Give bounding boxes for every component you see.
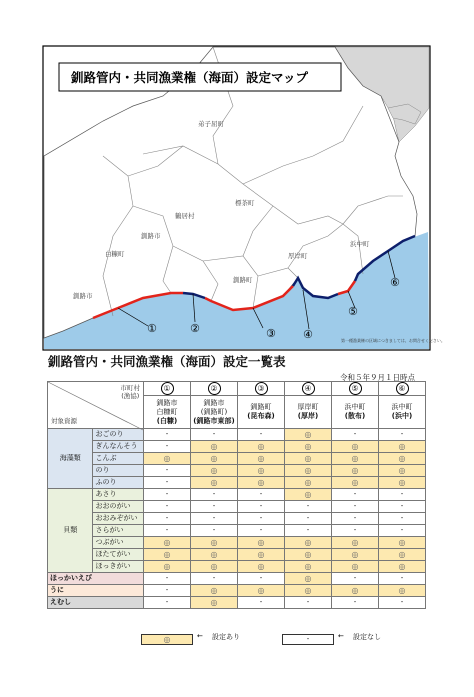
segment-label-2: ② xyxy=(190,322,200,335)
cell-1 xyxy=(144,537,191,549)
unset-mark: - xyxy=(212,430,216,438)
unset-mark: - xyxy=(306,598,310,606)
column-header-3 xyxy=(238,396,285,429)
column-number-3 xyxy=(238,382,285,396)
set-mark: ◎ xyxy=(210,441,218,451)
cell-4 xyxy=(285,477,332,489)
cell-5 xyxy=(332,561,379,573)
cell-3 xyxy=(238,501,285,513)
cell-6 xyxy=(379,477,426,489)
column-header-4 xyxy=(285,396,332,429)
cell-5 xyxy=(332,477,379,489)
label-teshikaga: 弟子屈町 xyxy=(198,120,224,128)
unset-mark: - xyxy=(353,430,357,438)
label-kushiro-town: 釧路町 xyxy=(233,276,253,284)
cell-5 xyxy=(332,453,379,465)
cell-6 xyxy=(379,501,426,513)
unset-mark: - xyxy=(400,526,404,534)
table-row xyxy=(48,501,426,513)
species-name: あさり xyxy=(93,489,144,501)
set-mark: ◎ xyxy=(351,477,359,487)
species-name: こんぶ xyxy=(93,453,144,465)
label-kushiro-city: 釧路市 xyxy=(73,292,93,300)
unset-mark: - xyxy=(353,598,357,606)
set-mark: ◎ xyxy=(304,477,312,487)
species-name: つぶがい xyxy=(93,537,144,549)
cell-1 xyxy=(144,489,191,501)
cell-6 xyxy=(379,465,426,477)
table-row xyxy=(48,597,426,609)
cell-2 xyxy=(191,513,238,525)
set-mark: ◎ xyxy=(304,489,312,499)
unset-mark: - xyxy=(353,502,357,510)
unset-mark: - xyxy=(306,514,310,522)
unset-mark: - xyxy=(212,514,216,522)
column-number-badge: ③ xyxy=(255,382,268,395)
segment-label-1: ① xyxy=(147,322,157,335)
set-mark: ◎ xyxy=(257,549,265,559)
set-mark: ◎ xyxy=(398,453,406,463)
unset-mark: - xyxy=(400,574,404,582)
table-row xyxy=(48,573,426,585)
table-row xyxy=(48,561,426,573)
set-mark: ◎ xyxy=(210,549,218,559)
column-header-line1: 浜中町 xyxy=(344,403,366,411)
species-name: ふのり xyxy=(93,477,144,489)
unset-mark: - xyxy=(400,430,404,438)
cell-2 xyxy=(191,561,238,573)
cell-4 xyxy=(285,537,332,549)
fishing-rights-map xyxy=(43,46,445,350)
cell-5 xyxy=(332,513,379,525)
cell-3 xyxy=(238,573,285,585)
table-row xyxy=(48,525,426,537)
table-row xyxy=(48,477,426,489)
table-row xyxy=(48,429,426,441)
cell-2 xyxy=(191,585,238,597)
set-mark: ◎ xyxy=(351,561,359,571)
set-mark: ◎ xyxy=(304,585,312,595)
species-name: のり xyxy=(93,465,144,477)
set-mark: ◎ xyxy=(257,441,265,451)
unset-mark: - xyxy=(165,490,169,498)
column-header-line2: 白糠町 xyxy=(156,407,178,416)
unset-mark: - xyxy=(165,430,169,438)
cell-2 xyxy=(191,597,238,609)
unset-mark: - xyxy=(259,598,263,606)
label-kushiro-city-north: 釧路市 xyxy=(141,232,161,240)
unset-mark: - xyxy=(400,502,404,510)
unset-mark: - xyxy=(353,490,357,498)
table-title: 釧路管内・共同漁業権（海面）設定一覧表 xyxy=(48,354,286,369)
column-number-badge: ⑤ xyxy=(349,382,362,395)
set-mark: ◎ xyxy=(398,441,406,451)
cell-5 xyxy=(332,537,379,549)
cell-3 xyxy=(238,429,285,441)
cell-6 xyxy=(379,549,426,561)
set-mark: ◎ xyxy=(351,465,359,475)
column-header-line3: (散布) xyxy=(344,412,366,420)
set-mark: ◎ xyxy=(398,537,406,547)
cell-5 xyxy=(332,597,379,609)
set-mark: ◎ xyxy=(257,537,265,547)
column-header-1 xyxy=(144,396,191,429)
cell-5 xyxy=(332,525,379,537)
species-name: ほたてがい xyxy=(93,549,144,561)
header-number-row xyxy=(48,382,426,396)
cell-6 xyxy=(379,573,426,585)
column-number-1 xyxy=(144,382,191,396)
category-1: 貝類 xyxy=(48,489,93,573)
cell-1 xyxy=(144,453,191,465)
segment-label-3: ③ xyxy=(266,327,276,340)
legend-on-symbol: ◎ xyxy=(163,635,171,644)
unset-mark: - xyxy=(165,526,169,534)
set-mark: ◎ xyxy=(210,477,218,487)
set-mark: ◎ xyxy=(398,585,406,595)
cell-1 xyxy=(144,561,191,573)
cell-5 xyxy=(332,465,379,477)
unset-mark: - xyxy=(212,502,216,510)
column-header-line3: (白糠) xyxy=(156,416,178,425)
cell-3 xyxy=(238,513,285,525)
cell-4 xyxy=(285,441,332,453)
cell-3 xyxy=(238,465,285,477)
cell-5 xyxy=(332,429,379,441)
table-row xyxy=(48,537,426,549)
cell-4 xyxy=(285,573,332,585)
cell-3 xyxy=(238,585,285,597)
legend-on-label: 設定あり xyxy=(212,633,240,641)
column-number-2 xyxy=(191,382,238,396)
set-mark: ◎ xyxy=(257,585,265,595)
set-mark: ◎ xyxy=(210,465,218,475)
column-number-5 xyxy=(332,382,379,396)
unset-mark: - xyxy=(165,442,169,450)
table-row xyxy=(48,489,426,501)
set-mark: ◎ xyxy=(398,561,406,571)
set-mark: ◎ xyxy=(163,561,171,571)
cell-4 xyxy=(285,489,332,501)
unset-mark: - xyxy=(259,574,263,582)
cell-1 xyxy=(144,465,191,477)
cell-1 xyxy=(144,429,191,441)
cell-4 xyxy=(285,465,332,477)
set-mark: ◎ xyxy=(257,477,265,487)
unset-mark: - xyxy=(353,526,357,534)
set-mark: ◎ xyxy=(257,453,265,463)
cell-2 xyxy=(191,537,238,549)
set-mark: ◎ xyxy=(398,477,406,487)
cell-6 xyxy=(379,585,426,597)
column-header-line1: 浜中町 xyxy=(391,403,413,411)
cell-6 xyxy=(379,537,426,549)
corner-resource-label: 対象資源 xyxy=(51,417,77,425)
species-name: おおみぞがい xyxy=(93,513,144,525)
unset-mark: - xyxy=(259,502,263,510)
species-name: おごのり xyxy=(93,429,144,441)
set-mark: ◎ xyxy=(163,537,171,547)
column-header-line1: 釧路町 xyxy=(250,403,272,411)
cell-5 xyxy=(332,573,379,585)
set-mark: ◎ xyxy=(351,585,359,595)
set-mark: ◎ xyxy=(210,537,218,547)
set-mark: ◎ xyxy=(304,573,312,583)
cell-3 xyxy=(238,597,285,609)
set-mark: ◎ xyxy=(398,549,406,559)
legend-off-label: 設定なし xyxy=(353,633,381,641)
cell-3 xyxy=(238,525,285,537)
cell-4 xyxy=(285,429,332,441)
header-corner xyxy=(48,382,144,429)
unset-mark: - xyxy=(400,490,404,498)
unset-mark: - xyxy=(165,586,169,594)
cell-2 xyxy=(191,501,238,513)
cell-3 xyxy=(238,453,285,465)
cell-5 xyxy=(332,489,379,501)
cell-4 xyxy=(285,525,332,537)
legend-on-box xyxy=(141,634,193,645)
cell-6 xyxy=(379,441,426,453)
cell-4 xyxy=(285,585,332,597)
column-header-line1: 釧路市 xyxy=(156,398,178,407)
cell-3 xyxy=(238,537,285,549)
cell-4 xyxy=(285,561,332,573)
legend-on-arrow: ← xyxy=(197,632,203,640)
unset-mark: - xyxy=(306,526,310,534)
set-mark: ◎ xyxy=(304,453,312,463)
cell-3 xyxy=(238,477,285,489)
set-mark: ◎ xyxy=(304,561,312,571)
legend-off-box xyxy=(282,634,334,645)
table-row xyxy=(48,465,426,477)
cell-1 xyxy=(144,441,191,453)
column-header-line3: (釧路市東部) xyxy=(193,416,235,425)
column-header-5 xyxy=(332,396,379,429)
label-hamanaka: 浜中町 xyxy=(350,240,370,248)
label-shibecha: 標茶町 xyxy=(235,199,255,207)
cell-1 xyxy=(144,525,191,537)
set-mark: ◎ xyxy=(304,441,312,451)
set-mark: ◎ xyxy=(351,441,359,451)
set-mark: ◎ xyxy=(163,549,171,559)
column-number-badge: ② xyxy=(208,382,221,395)
column-number-badge: ④ xyxy=(302,382,315,395)
column-header-line1: 釧路市 xyxy=(203,398,225,407)
corner-top-line1: 市町村 xyxy=(120,384,140,392)
table-row xyxy=(48,453,426,465)
cell-1 xyxy=(144,501,191,513)
map-title: 釧路管内・共同漁業権（海面）設定マップ xyxy=(71,70,309,85)
label-akkeshi: 厚岸町 xyxy=(288,252,308,260)
unset-mark: - xyxy=(259,490,263,498)
cell-2 xyxy=(191,549,238,561)
unset-mark: - xyxy=(165,574,169,582)
cell-2 xyxy=(191,429,238,441)
segment-label-6: ⑥ xyxy=(390,276,400,289)
cell-1 xyxy=(144,549,191,561)
species-name: さらがい xyxy=(93,525,144,537)
column-header-line3: (浜中) xyxy=(391,412,413,420)
unset-mark: - xyxy=(212,526,216,534)
label-shiranuka: 白糠町 xyxy=(105,250,125,258)
cell-3 xyxy=(238,549,285,561)
cell-5 xyxy=(332,585,379,597)
unset-mark: - xyxy=(165,466,169,474)
cell-2 xyxy=(191,453,238,465)
category-2: ほっかいえび xyxy=(48,573,144,585)
cell-3 xyxy=(238,489,285,501)
unset-mark: - xyxy=(400,598,404,606)
column-number-4 xyxy=(285,382,332,396)
unset-mark: - xyxy=(353,574,357,582)
cell-6 xyxy=(379,453,426,465)
cell-5 xyxy=(332,501,379,513)
cell-1 xyxy=(144,585,191,597)
set-mark: ◎ xyxy=(351,453,359,463)
label-tsurui: 鶴居村 xyxy=(175,212,195,220)
set-mark: ◎ xyxy=(257,465,265,475)
set-mark: ◎ xyxy=(304,429,312,439)
unset-mark: - xyxy=(212,490,216,498)
corner-top-line2: (漁協) xyxy=(121,392,140,400)
cell-2 xyxy=(191,441,238,453)
table-row xyxy=(48,513,426,525)
cell-2 xyxy=(191,525,238,537)
unset-mark: - xyxy=(400,514,404,522)
column-number-6 xyxy=(379,382,426,396)
cell-4 xyxy=(285,513,332,525)
cell-2 xyxy=(191,573,238,585)
set-mark: ◎ xyxy=(398,465,406,475)
cell-4 xyxy=(285,597,332,609)
cell-3 xyxy=(238,561,285,573)
unset-mark: - xyxy=(353,514,357,522)
unset-mark: - xyxy=(306,502,310,510)
category-4: えむし xyxy=(48,597,144,609)
set-mark: ◎ xyxy=(257,561,265,571)
corner-municipality-label xyxy=(121,384,141,400)
unset-mark: - xyxy=(165,478,169,486)
cell-6 xyxy=(379,513,426,525)
cell-2 xyxy=(191,477,238,489)
column-number-badge: ⑥ xyxy=(396,382,409,395)
table-row xyxy=(48,549,426,561)
cell-1 xyxy=(144,597,191,609)
set-mark: ◎ xyxy=(304,537,312,547)
unset-mark: - xyxy=(259,430,263,438)
category-0: 海藻類 xyxy=(48,429,93,489)
set-mark: ◎ xyxy=(304,549,312,559)
legend-off-symbol: - xyxy=(306,635,310,643)
unset-mark: - xyxy=(165,514,169,522)
column-header-2 xyxy=(191,396,238,429)
set-mark: ◎ xyxy=(351,537,359,547)
cell-2 xyxy=(191,489,238,501)
column-header-line3: (昆布森) xyxy=(247,412,275,420)
cell-4 xyxy=(285,501,332,513)
segment-label-4: ④ xyxy=(303,328,313,341)
cell-1 xyxy=(144,513,191,525)
column-header-line3: (厚岸) xyxy=(297,412,319,420)
unset-mark: - xyxy=(259,514,263,522)
column-header-6 xyxy=(379,396,426,429)
set-mark: ◎ xyxy=(304,465,312,475)
cell-4 xyxy=(285,549,332,561)
cell-6 xyxy=(379,561,426,573)
table-date: 令和５年９月１日時点 xyxy=(340,373,415,382)
species-name: ほっきがい xyxy=(93,561,144,573)
cell-5 xyxy=(332,441,379,453)
column-number-badge: ① xyxy=(161,382,174,395)
category-3: うに xyxy=(48,585,144,597)
column-header-line2: (釧路町) xyxy=(200,407,228,416)
unset-mark: - xyxy=(212,574,216,582)
unset-mark: - xyxy=(259,526,263,534)
unset-mark: - xyxy=(165,598,169,606)
cell-6 xyxy=(379,429,426,441)
set-mark: ◎ xyxy=(210,597,218,607)
set-mark: ◎ xyxy=(351,549,359,559)
unset-mark: - xyxy=(165,502,169,510)
table-row xyxy=(48,585,426,597)
table-row xyxy=(48,441,426,453)
legend-off-arrow: ← xyxy=(338,632,344,640)
cell-3 xyxy=(238,441,285,453)
cell-6 xyxy=(379,525,426,537)
map-note: 第一種漁業権の区域につきましては、お問合せください。 xyxy=(341,338,445,343)
cell-1 xyxy=(144,477,191,489)
species-name: ぎんなんそう xyxy=(93,441,144,453)
set-mark: ◎ xyxy=(210,561,218,571)
segment-label-5: ⑤ xyxy=(348,305,358,318)
cell-4 xyxy=(285,453,332,465)
cell-6 xyxy=(379,489,426,501)
fishing-rights-table xyxy=(47,381,426,609)
set-mark: ◎ xyxy=(210,585,218,595)
cell-6 xyxy=(379,597,426,609)
cell-1 xyxy=(144,573,191,585)
cell-2 xyxy=(191,465,238,477)
set-mark: ◎ xyxy=(210,453,218,463)
cell-5 xyxy=(332,549,379,561)
set-mark: ◎ xyxy=(163,453,171,463)
column-header-line1: 厚岸町 xyxy=(297,403,319,411)
species-name: おおのがい xyxy=(93,501,144,513)
